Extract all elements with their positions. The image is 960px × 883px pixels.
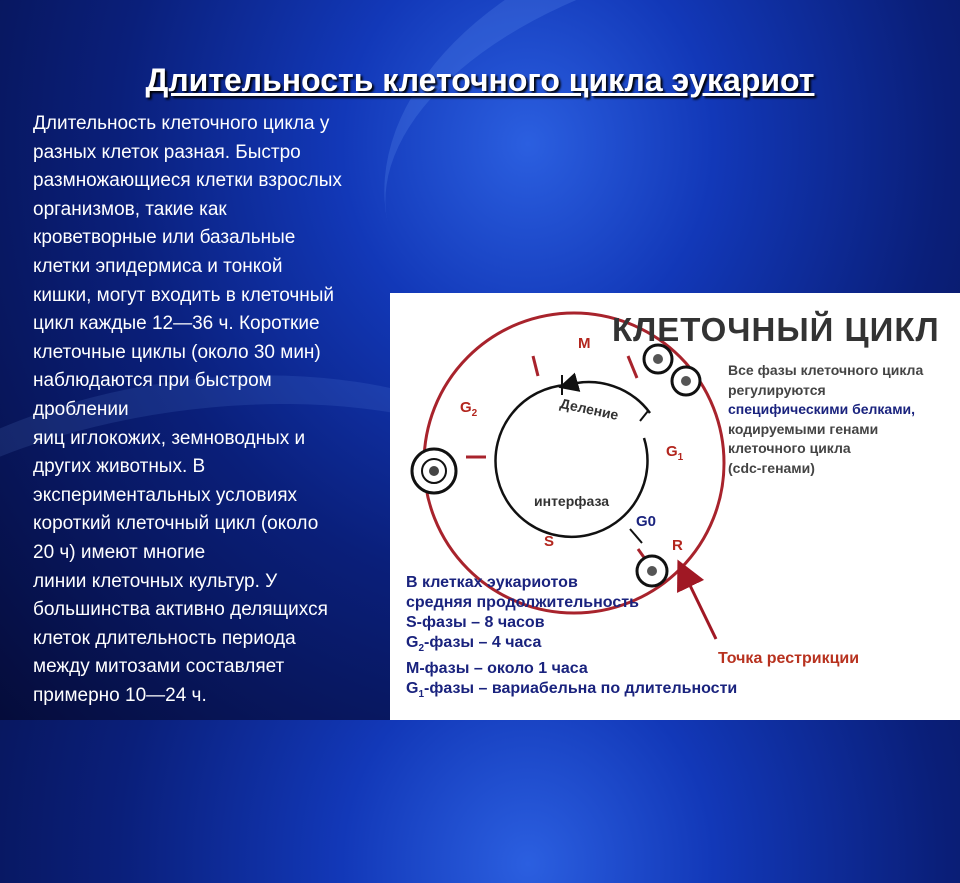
body-line: примерно 10—24 ч.: [33, 684, 207, 706]
body-line: клетки эпидермиса и тонкой: [33, 255, 283, 277]
stats-line: В клетках эукариотов: [406, 574, 578, 591]
note-line: специфическими белками,: [728, 401, 916, 417]
cell-cycle-diagram: [390, 293, 960, 720]
body-line: размножающиеся клетки взрослых: [33, 170, 342, 192]
g2-subscript: 2: [471, 408, 478, 419]
note-line: Все фазы клеточного цикла: [728, 362, 924, 378]
phase-label-r: R: [672, 537, 683, 554]
stats-line-g2: [406, 633, 737, 659]
phase-label-s: S: [544, 533, 555, 550]
body-line: линии клеточных культур. У: [33, 570, 278, 592]
body-line: клеточные циклы (около 30 мин): [33, 341, 321, 363]
g1-subscript: 1: [418, 689, 425, 701]
body-line: короткий клеточный цикл (около: [33, 513, 319, 535]
note-line: клеточного цикла: [728, 440, 851, 456]
body-line: экспериментальных условиях: [33, 484, 297, 506]
body-line: разных клеток разная. Быстро: [33, 141, 301, 163]
stats-line-g1: [406, 679, 737, 705]
dividing-cell-icon: [644, 345, 700, 395]
g2-letter: G: [406, 634, 419, 651]
body-line: дроблении: [33, 398, 129, 420]
body-line: между митозами составляет: [33, 656, 285, 678]
g2-letter: G: [460, 399, 472, 416]
inner-tick: [630, 529, 642, 543]
division-label: Деление: [558, 395, 620, 423]
stats-line: средняя продолжительность: [406, 594, 639, 611]
body-line: большинства активно делящихся: [33, 599, 328, 621]
body-line: организмов, такие как: [33, 198, 227, 220]
inner-tick: [640, 411, 648, 421]
phase-label-m: M: [578, 335, 591, 352]
interphase-label: интерфаза: [534, 493, 610, 509]
stats-line: S-фазы – 8 часов: [406, 614, 545, 631]
g2-duration: -фазы – 4 часа: [424, 634, 542, 651]
note-line: кодируемыми генами: [728, 420, 879, 437]
g1-duration: -фазы – вариабельна по длительности: [424, 680, 738, 698]
body-line: других животных. В: [33, 456, 206, 478]
phase-tick: [533, 356, 538, 376]
restriction-point-label: Точка рестрикции: [718, 650, 860, 667]
g1-subscript: 1: [677, 452, 684, 463]
g2-cell-icon: [412, 449, 456, 493]
outer-cycle-ring: [424, 313, 724, 613]
note-line: (cdc-генами): [728, 459, 815, 476]
body-line: яиц иглокожих, земноводных и: [33, 427, 306, 449]
body-line: наблюдаются при быстром: [33, 370, 272, 392]
body-line: 20 ч) имеют многие: [33, 541, 206, 563]
stats-line: М-фазы – около 1 часа: [406, 660, 588, 678]
body-paragraph: [33, 110, 398, 710]
phase-label-g1: [666, 443, 683, 463]
body-line: цикл каждые 12—36 ч. Короткие: [33, 313, 320, 335]
phase-tick: [628, 356, 637, 378]
g1-letter: G: [666, 443, 678, 460]
phase-label-g0: G0: [636, 513, 657, 530]
body-line: клеток длительность периода: [33, 627, 296, 649]
phase-durations: [406, 573, 737, 705]
regulation-note: [728, 361, 923, 478]
g2-subscript: 2: [418, 643, 425, 655]
diagram-heading: КЛЕТОЧНЫЙ ЦИКЛ: [612, 311, 940, 348]
body-line: кишки, могут входить в клеточный: [33, 284, 335, 306]
note-line: регулируются: [728, 381, 826, 398]
body-line: Длительность клеточного цикла у: [33, 113, 330, 134]
slide-title: Длительность клеточного цикла эукариот: [145, 62, 815, 98]
body-line: кроветворные или базальные: [33, 227, 296, 249]
phase-label-g2: [460, 399, 477, 419]
g1-letter: G: [406, 680, 419, 698]
